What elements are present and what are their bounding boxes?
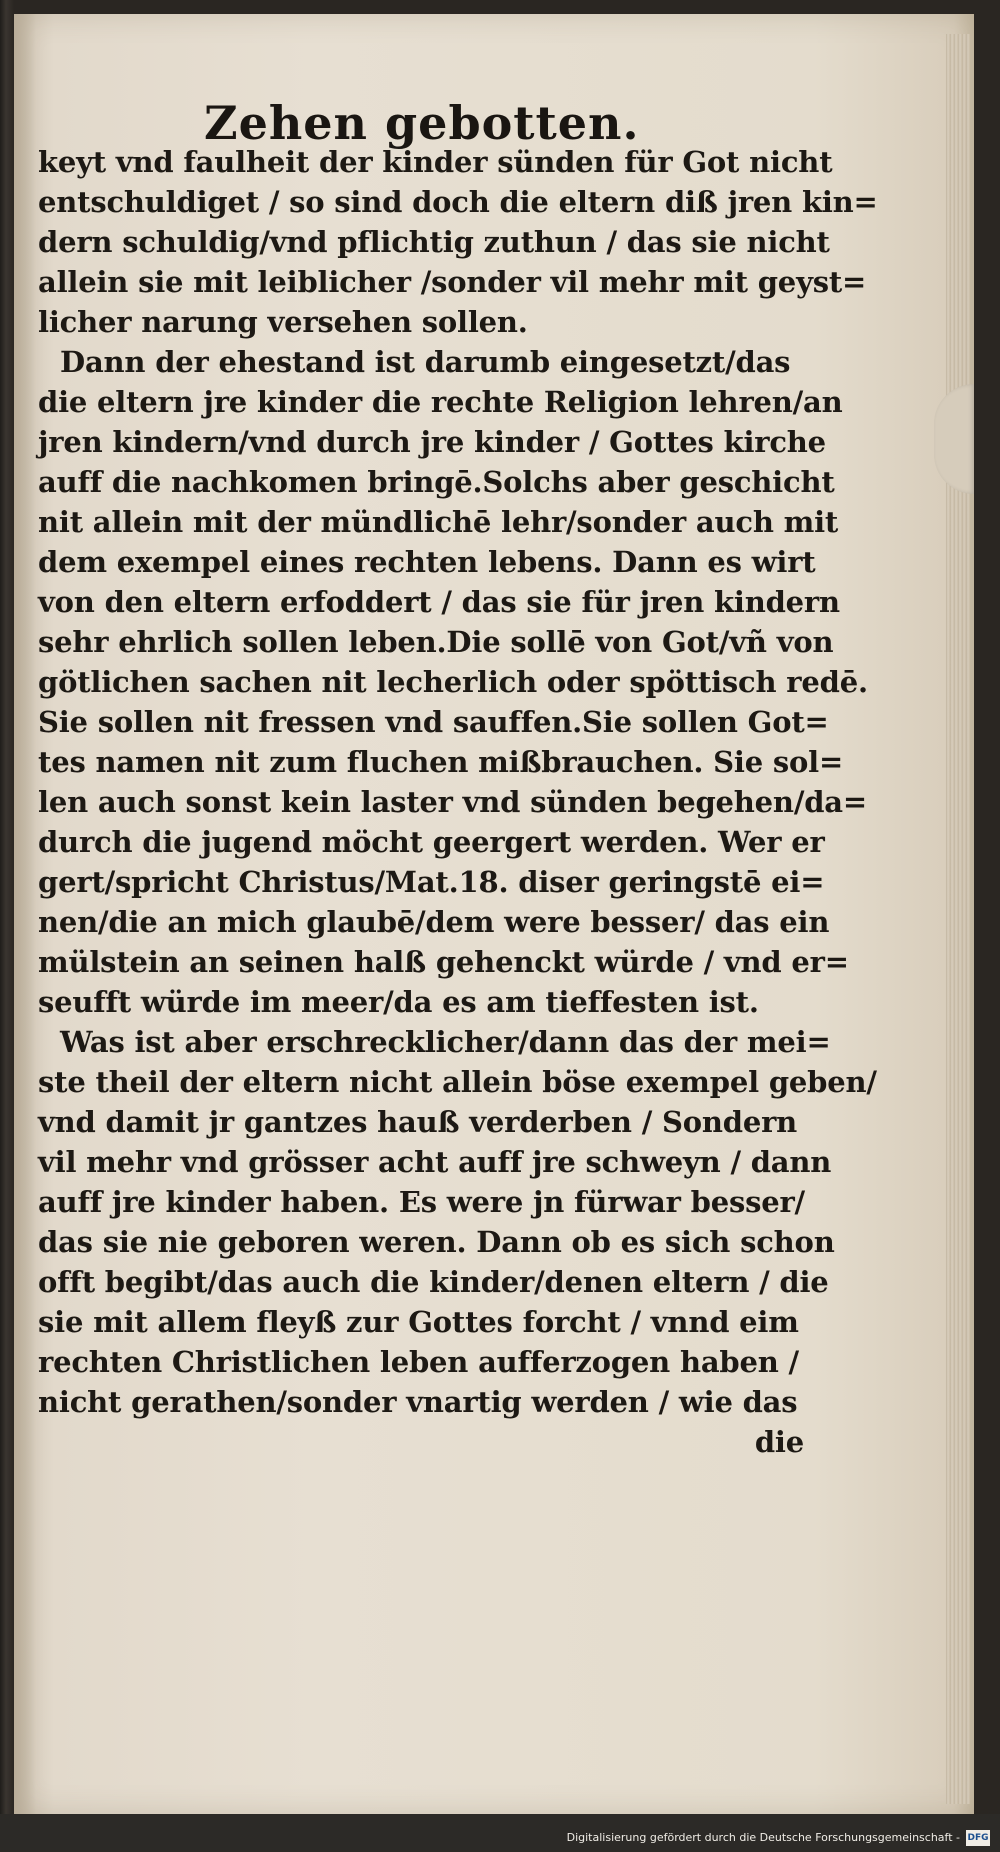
funding-credit: Digitalisierung gefördert durch die Deutsche Forschungsgemeinschaft - (566, 1831, 960, 1844)
page-gutter (14, 14, 36, 1814)
dfg-logo-badge: DFG (966, 1830, 990, 1846)
text-line: sie mit allem fleyß zur Gottes forcht / vnnd eim (38, 1305, 799, 1339)
book-page (14, 14, 974, 1814)
text-line: keyt vnd faulheit der kinder sünden für Got nicht (38, 145, 833, 179)
page-title: Zehen gebotten. (204, 96, 640, 150)
text-line: auff jre kinder haben. Es were jn fürwar besser/ (38, 1185, 805, 1219)
text-line: von den eltern erfoddert / das sie für jren kindern (38, 585, 840, 619)
text-line: dem exempel eines rechten lebens. Dann es wirt (38, 545, 816, 579)
text-line: nen/die an mich glaubē/dem were besser/ das ein (38, 905, 830, 939)
text-line: das sie nie geboren weren. Dann ob es sich schon (38, 1225, 835, 1259)
text-line: rechten Christlichen leben aufferzogen haben / (38, 1345, 799, 1379)
text-line: nit allein mit der mündlichē lehr/sonder auch mit (38, 505, 839, 539)
text-line: auff die nachkomen bringē.Solchs aber geschicht (38, 465, 835, 499)
text-line: vnd damit jr gantzes hauß verderben / Sondern (38, 1105, 798, 1139)
paragraph-start-line: Dann der ehestand ist darumb eingesetzt/das (60, 345, 791, 379)
text-line: licher narung versehen sollen. (38, 305, 528, 339)
text-line: sehr ehrlich sollen leben.Die sollē von Got/vñ von (38, 625, 834, 659)
text-line: allein sie mit leiblicher /sonder vil mehr mit geyst= (38, 265, 867, 299)
text-line: seufft würde im meer/da es am tieffesten ist. (38, 985, 759, 1019)
text-line: götlichen sachen nit lecherlich oder spöttisch redē. (38, 665, 868, 699)
text-line: dern schuldig/vnd pflichtig zuthun / das sie nicht (38, 225, 830, 259)
text-line: mülstein an seinen halß gehenckt würde / vnd er= (38, 945, 849, 979)
text-line: durch die jugend möcht geergert werden. Wer er (38, 825, 825, 859)
text-line: len auch sonst kein laster vnd sünden begehen/da= (38, 785, 867, 819)
paragraph-start-line: Was ist aber erschrecklicher/dann das der mei= (60, 1025, 831, 1059)
text-line: vil mehr vnd grösser acht auff jre schweyn / dann (38, 1145, 832, 1179)
footer-bar (0, 1814, 1000, 1852)
page-edges (946, 34, 970, 1804)
text-line: gert/spricht Christus/Mat.18. diser geringstē ei= (38, 865, 825, 899)
page-tab-notch (934, 384, 974, 494)
text-line: offt begibt/das auch die kinder/denen eltern / die (38, 1265, 829, 1299)
text-line: entschuldiget / so sind doch die eltern diß jren kin= (38, 185, 878, 219)
text-line: ste theil der eltern nicht allein böse exempel geben/ (38, 1065, 877, 1099)
text-line: jren kindern/vnd durch jre kinder / Gottes kirche (38, 425, 826, 459)
text-line: die eltern jre kinder die rechte Religion lehren/an (38, 385, 843, 419)
text-line: Sie sollen nit fressen vnd sauffen.Sie sollen Got= (38, 705, 829, 739)
text-line: nicht gerathen/sonder vnartig werden / wie das (38, 1385, 798, 1419)
catchword: die (754, 1425, 804, 1459)
text-line: tes namen nit zum fluchen mißbrauchen. Sie sol= (38, 745, 844, 779)
